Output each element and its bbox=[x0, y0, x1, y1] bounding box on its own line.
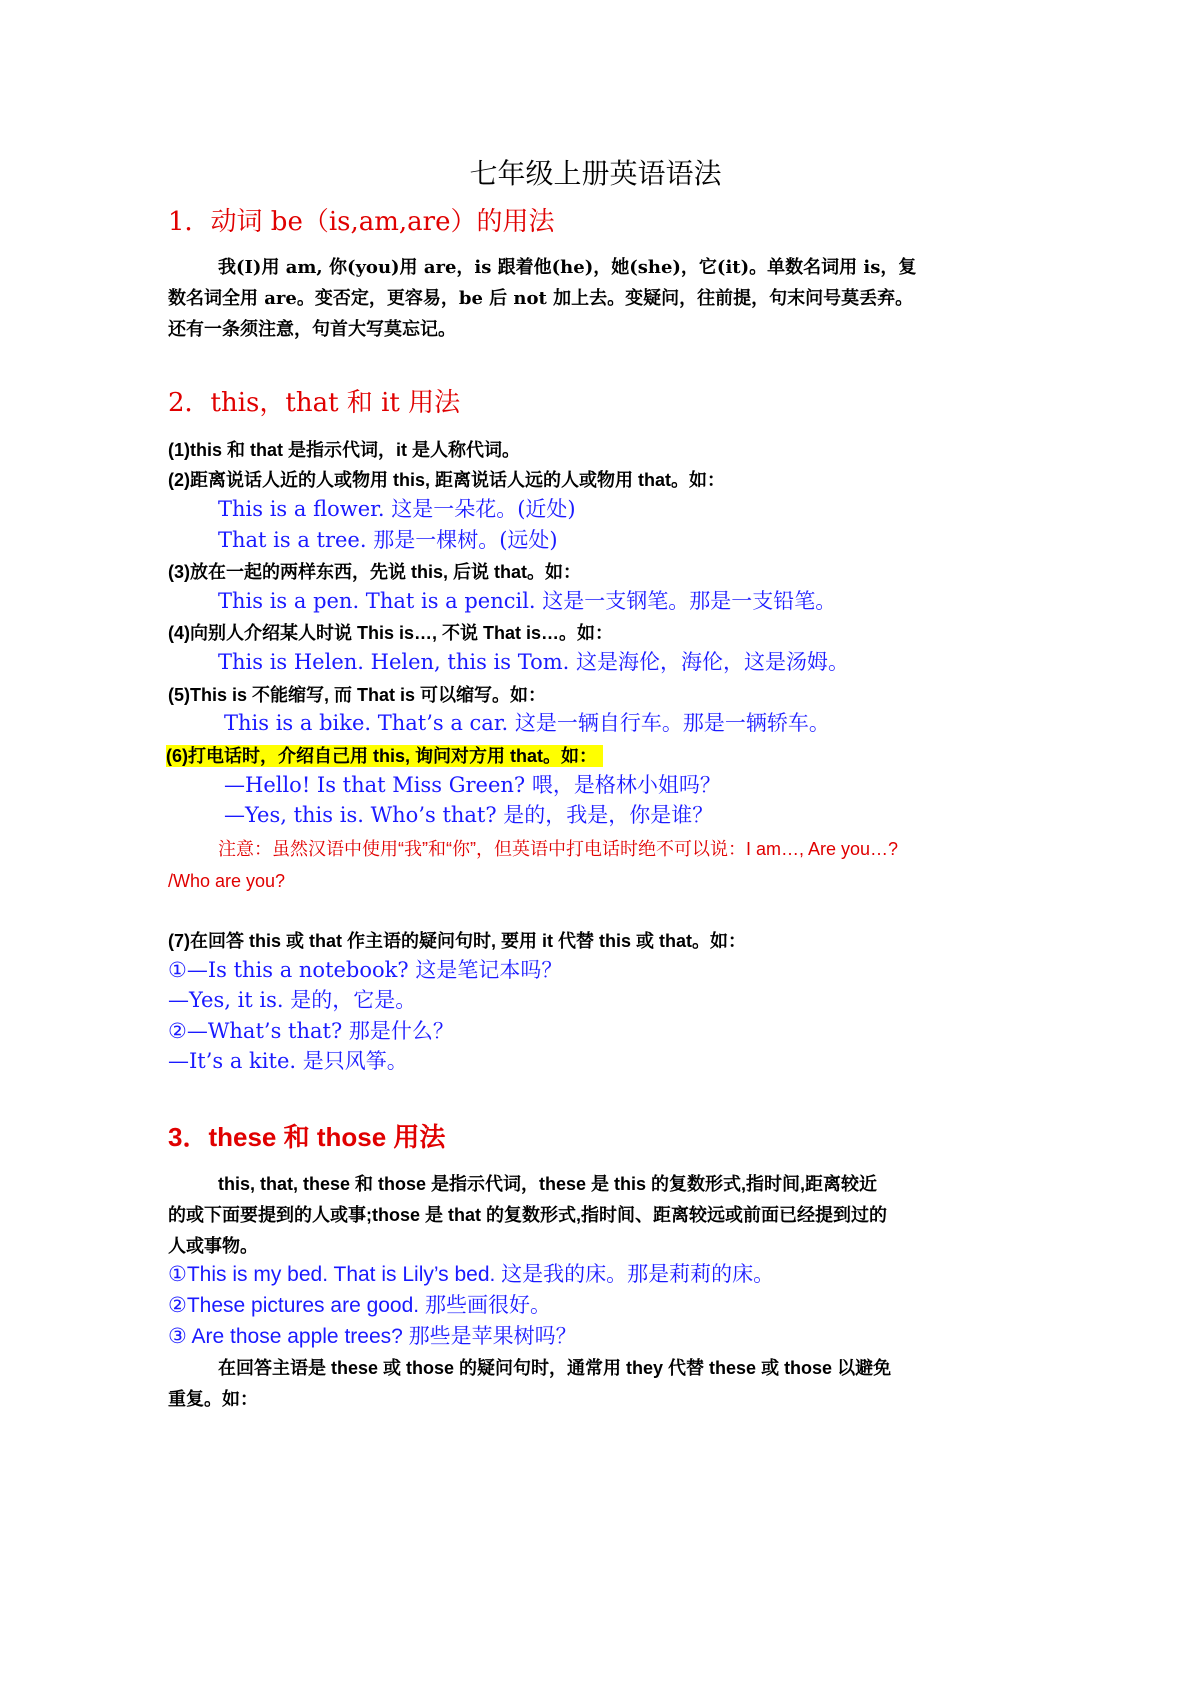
example-3-1: ①This is my bed. That is Lily’s bed. 这是我的床。那是莉莉的床。 bbox=[168, 1263, 775, 1286]
example-6b: —Yes, this is. Who’s that? 是的，我是，你是谁？ bbox=[224, 803, 714, 827]
rule-5: (5)This is 不能缩写, 而 That is 可以缩写。如： bbox=[168, 685, 547, 705]
note-line-2: /Who are you? bbox=[168, 871, 286, 891]
section-1-line-1: 我(I)用 am, 你(you)用 are，is 跟着他(he)，她(she)，它(it)。单数名词用 is，复 bbox=[218, 257, 917, 278]
section-3-line-3: 人或事物。 bbox=[168, 1236, 258, 1256]
note-line-1: 注意：虽然汉语中使用“我”和“你”，但英语中打电话时绝不可以说：I am…, Are you…? bbox=[218, 839, 899, 859]
example-7a: ①—Is this a notebook? 这是笔记本吗？ bbox=[168, 958, 563, 982]
section-1-heading: 1．动词 be（is,am,are）的用法 bbox=[168, 207, 555, 237]
example-7c: ②—What’s that? 那是什么？ bbox=[168, 1019, 454, 1043]
section-1-line-2: 数名词全用 are。变否定，更容易，be 后 not 加上去。变疑问，往前提，句末问号莫丢弃。 bbox=[168, 288, 914, 309]
example-2b: That is a tree. 那是一棵树。(远处) bbox=[218, 528, 558, 552]
rule-3: (3)放在一起的两样东西，先说 this, 后说 that。如： bbox=[168, 562, 581, 582]
example-6a: —Hello! Is that Miss Green? 喂，是格林小姐吗？ bbox=[224, 773, 721, 797]
section-3-after-1: 在回答主语是 these 或 those 的疑问句时，通常用 they 代替 these 或 those 以避免 bbox=[218, 1358, 892, 1378]
page-title: 七年级上册英语语法 bbox=[469, 157, 722, 190]
section-3-line-2: 的或下面要提到的人或事;those 是 that 的复数形式,指时间、距离较远或前面已经提到过的 bbox=[168, 1205, 887, 1225]
section-2-heading: 2．this，that 和 it 用法 bbox=[168, 388, 461, 418]
example-7b: —Yes, it is. 是的，它是。 bbox=[168, 988, 417, 1012]
rule-1: (1)this 和 that 是指示代词，it 是人称代词。 bbox=[168, 440, 520, 460]
example-3-2: ②These pictures are good. 那些画很好。 bbox=[168, 1294, 551, 1317]
example-7d: —It’s a kite. 是只风筝。 bbox=[168, 1049, 408, 1073]
example-2a: This is a flower. 这是一朵花。(近处) bbox=[218, 497, 576, 521]
section-3-heading: 3．these 和 those 用法 bbox=[168, 1122, 446, 1152]
example-5: This is a bike. That’s a car. 这是一辆自行车。那是一辆轿车。 bbox=[224, 711, 830, 735]
section-1-line-3: 还有一条须注意，句首大写莫忘记。 bbox=[168, 319, 456, 340]
example-3: This is a pen. That is a pencil. 这是一支钢笔。那是一支铅笔。 bbox=[218, 589, 837, 613]
section-3-line-1: this, that, these 和 those 是指示代词，these 是 this 的复数形式,指时间,距离较近 bbox=[218, 1174, 878, 1194]
example-3-3: ③ Are those apple trees? 那些是苹果树吗？ bbox=[168, 1325, 577, 1348]
rule-4: (4)向别人介绍某人时说 This is…, 不说 That is…。如： bbox=[168, 623, 614, 643]
rule-7: (7)在回答 this 或 that 作主语的疑问句时, 要用 it 代替 this 或 that。如： bbox=[168, 931, 746, 951]
example-4: This is Helen. Helen, this is Tom. 这是海伦，海伦，这是汤姆。 bbox=[218, 650, 849, 674]
rule-6-highlighted: (6)打电话时，介绍自己用 this, 询问对方用 that。如： bbox=[166, 745, 603, 767]
section-3-after-2: 重复。如： bbox=[168, 1389, 258, 1409]
rule-2: (2)距离说话人近的人或物用 this, 距离说话人远的人或物用 that。如： bbox=[168, 470, 725, 490]
